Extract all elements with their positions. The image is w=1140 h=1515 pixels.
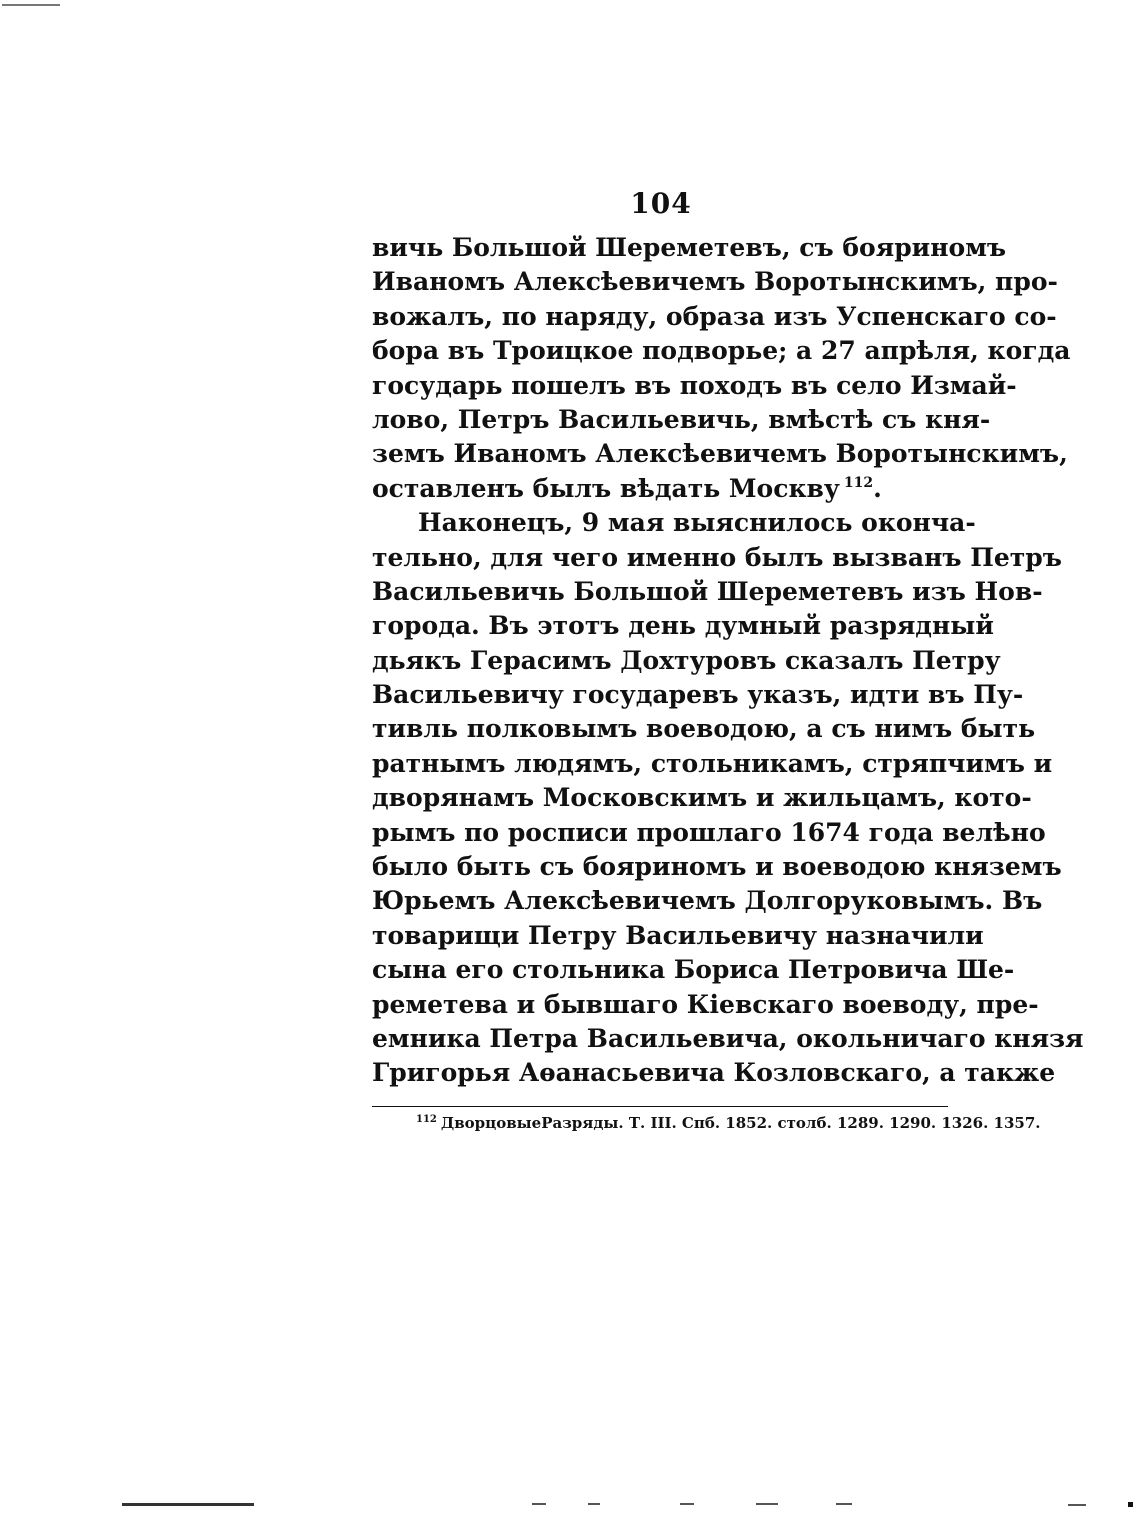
text-line: было быть съ бояриномъ и воеводою княземъ (372, 852, 1062, 882)
text-line: дворянамъ Московскимъ и жильцамъ, кото- (372, 783, 1032, 813)
scan-artifact (588, 1503, 600, 1505)
footnote-text: ДворцовыеРазряды. Т. III. Спб. 1852. столб. 1289. 1290. 1326. 1357. (440, 1114, 1041, 1132)
footnote-reference: 112 (843, 475, 874, 492)
scan-artifact (1128, 1502, 1133, 1507)
text-line: емника Петра Васильевича, окольничаго князя (372, 1023, 1084, 1053)
footnote-mark: 112 (416, 1114, 437, 1125)
text-line: бора въ Троицкое подворье; а 27 апрѣля, когда (372, 336, 1071, 366)
text-line: земъ Иваномъ Алексѣевичемъ Воротынскимъ, (372, 439, 1068, 469)
text-line: Иваномъ Алексѣевичемъ Воротынскимъ, про- (372, 267, 1058, 297)
scan-artifact (2, 4, 60, 6)
text-line (372, 472, 950, 506)
scan-artifact (836, 1503, 852, 1505)
footnote-divider (372, 1106, 948, 1107)
text-line: ратнымъ людямъ, стольникамъ, стряпчимъ и (372, 748, 1053, 778)
text-line: вожалъ, по наряду, образа изъ Успенскаго со- (372, 301, 1057, 331)
text-line: сына его стольника Бориса Петровича Ше- (372, 955, 1015, 985)
text-line: Наконецъ, 9 мая выяснилось оконча- (418, 508, 976, 538)
text-line: рымъ по росписи прошлаго 1674 года велѣно (372, 817, 1046, 847)
text-line: товарищи Петру Васильевичу назначили (372, 920, 984, 950)
body-text (372, 231, 1084, 1091)
scan-artifact (680, 1503, 694, 1505)
text-line: тельно, для чего именно былъ вызванъ Петръ (372, 542, 1062, 572)
text-line: лово, Петръ Васильевичь, вмѣстѣ съ кня- (372, 404, 991, 434)
sentence-end: . (873, 473, 882, 503)
text-line: реметева и бывшаго Кіевскаго воеводу, пре- (372, 989, 1039, 1019)
text-line: Юрьемъ Алексѣевичемъ Долгоруковымъ. Въ (372, 886, 1043, 916)
text-line: вичь Большой Шереметевъ, съ бояриномъ (372, 233, 1007, 262)
scan-artifact (1068, 1504, 1086, 1506)
text-line: тивль полковымъ воеводою, а съ нимъ быть (372, 714, 1036, 744)
text-line: Васильевичу государевъ указъ, идти въ Пу- (372, 680, 1024, 710)
footnote (416, 1111, 1041, 1135)
text-line-content: оставленъ былъ вѣдать Москву (372, 473, 840, 503)
text-line: дьякъ Герасимъ Дохтуровъ сказалъ Петру (372, 645, 1001, 675)
scan-artifact (756, 1503, 778, 1505)
page-number: 104 (630, 187, 692, 220)
text-line: государь пошелъ въ походъ въ село Измай- (372, 370, 1017, 400)
scan-artifact (532, 1503, 546, 1505)
text-line: города. Въ этотъ день думный разрядный (372, 611, 994, 641)
scan-artifact (122, 1503, 254, 1506)
text-line: Григорья Аѳанасьевича Козловскаго, а также (372, 1058, 1056, 1088)
text-line: Васильевичь Большой Шереметевъ изъ Нов- (372, 576, 1043, 606)
